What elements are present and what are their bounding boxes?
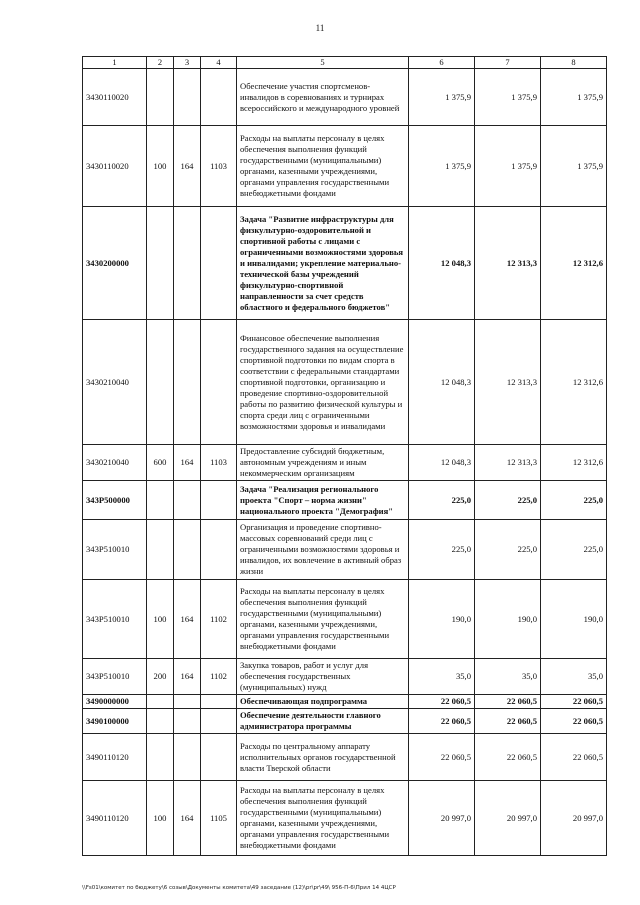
subsection-cell [201, 481, 237, 520]
section-cell [147, 695, 174, 709]
subsection-cell [201, 709, 237, 734]
code-cell: 3430200000 [83, 207, 147, 320]
description-cell: Расходы на выплаты персоналу в целях обеспечения выполнения функций государственными (муниципальными) органами, казенными учреждениями, органами управления государственными внебюджетными фондами [237, 580, 409, 659]
amount-col7-cell: 22 060,5 [475, 695, 541, 709]
amount-col8-cell: 190,0 [541, 580, 607, 659]
amount-col6-cell: 225,0 [409, 520, 475, 580]
code-cell: 343P510010 [83, 659, 147, 695]
code-cell: 343P510010 [83, 580, 147, 659]
subsection-cell [201, 695, 237, 709]
amount-col6-cell: 190,0 [409, 580, 475, 659]
table-row [83, 695, 607, 709]
amount-col7-cell: 22 060,5 [475, 709, 541, 734]
code-cell: 3490100000 [83, 709, 147, 734]
ministry-cell [174, 734, 201, 781]
description-cell: Задача "Развитие инфраструктуры для физкультурно-оздоровительной и спортивной работы с лицами с ограниченными возможностями здоровья и инвалидами; укрепление материально-технической базы учреждений физкультурно-спортивной направленности за счет средств областного и федерального бюджетов" [237, 207, 409, 320]
amount-col8-cell: 1 375,9 [541, 126, 607, 207]
page-number: 11 [315, 23, 325, 33]
table-row [83, 126, 607, 207]
ministry-cell [174, 320, 201, 445]
ministry-cell: 164 [174, 580, 201, 659]
subsection-cell: 1102 [201, 659, 237, 695]
code-cell: 3490110120 [83, 734, 147, 781]
file-path-footer: \\Fs01\комитет по бюджету\6 созыв\Документы комитета\49 заседание (12)\pr\pr\49\ 956-П-6\Прил 14 4ЦСР [82, 885, 396, 891]
table-row [83, 659, 607, 695]
amount-col7-cell: 225,0 [475, 481, 541, 520]
subsection-cell: 1103 [201, 126, 237, 207]
section-cell [147, 207, 174, 320]
amount-col8-cell: 35,0 [541, 659, 607, 695]
amount-col7-cell: 1 375,9 [475, 126, 541, 207]
amount-col8-cell: 1 375,9 [541, 69, 607, 126]
amount-col8-cell: 22 060,5 [541, 695, 607, 709]
amount-col8-cell: 22 060,5 [541, 709, 607, 734]
code-cell: 3430210040 [83, 320, 147, 445]
description-cell: Финансовое обеспечение выполнения государственного задания на осуществление спортивной подготовки по видам спорта в соответствии с федеральными стандартами спортивной подготовки, организацию и проведение спортивно-оздоровительной работы по развитию физической культуры и спорта среди лиц с ограниченными возможностями здоровья и инвалидами [237, 320, 409, 445]
amount-col7-cell: 12 313,3 [475, 320, 541, 445]
description-cell: Расходы на выплаты персоналу в целях обеспечения выполнения функций государственными (муниципальными) органами, казенными учреждениями, органами управления государственными внебюджетными фондами [237, 781, 409, 856]
table-body [83, 69, 607, 856]
code-cell: 3430110020 [83, 69, 147, 126]
section-cell: 100 [147, 580, 174, 659]
amount-col6-cell: 225,0 [409, 481, 475, 520]
section-cell [147, 320, 174, 445]
code-cell: 3430110020 [83, 126, 147, 207]
code-cell: 3490000000 [83, 695, 147, 709]
ministry-cell [174, 695, 201, 709]
amount-col7-cell: 190,0 [475, 580, 541, 659]
header-cell: 1 [83, 57, 147, 69]
header-cell: 8 [541, 57, 607, 69]
description-cell: Закупка товаров, работ и услуг для обеспечения государственных (муниципальных) нужд [237, 659, 409, 695]
description-cell: Расходы на выплаты персоналу в целях обеспечения выполнения функций государственными (муниципальными) органами, казенными учреждениями, органами управления государственными внебюджетными фондами [237, 126, 409, 207]
amount-col6-cell: 22 060,5 [409, 734, 475, 781]
table-row [83, 445, 607, 481]
subsection-cell: 1103 [201, 445, 237, 481]
amount-col8-cell: 12 312,6 [541, 207, 607, 320]
description-cell: Обеспечение участия спортсменов-инвалидов в соревнованиях и турнирах всероссийского и международного уровней [237, 69, 409, 126]
amount-col6-cell: 20 997,0 [409, 781, 475, 856]
header-cell: 7 [475, 57, 541, 69]
header-cell: 5 [237, 57, 409, 69]
subsection-cell [201, 69, 237, 126]
section-cell [147, 481, 174, 520]
ministry-cell [174, 709, 201, 734]
amount-col7-cell: 20 997,0 [475, 781, 541, 856]
amount-col8-cell: 12 312,6 [541, 445, 607, 481]
budget-table [82, 56, 607, 856]
subsection-cell [201, 520, 237, 580]
code-cell: 3430210040 [83, 445, 147, 481]
description-cell: Обеспечение деятельности главного администратора программы [237, 709, 409, 734]
subsection-cell [201, 320, 237, 445]
table-row [83, 481, 607, 520]
subsection-cell [201, 207, 237, 320]
header-cell: 6 [409, 57, 475, 69]
section-cell [147, 734, 174, 781]
header-row [83, 57, 607, 69]
amount-col8-cell: 12 312,6 [541, 320, 607, 445]
subsection-cell: 1105 [201, 781, 237, 856]
section-cell: 600 [147, 445, 174, 481]
table-row [83, 207, 607, 320]
ministry-cell: 164 [174, 659, 201, 695]
amount-col7-cell: 225,0 [475, 520, 541, 580]
amount-col7-cell: 1 375,9 [475, 69, 541, 126]
amount-col8-cell: 225,0 [541, 481, 607, 520]
amount-col6-cell: 35,0 [409, 659, 475, 695]
description-cell: Предоставление субсидий бюджетным, автономным учреждениям и иным некоммерческим организациям [237, 445, 409, 481]
section-cell [147, 709, 174, 734]
table-row [83, 320, 607, 445]
amount-col6-cell: 12 048,3 [409, 207, 475, 320]
section-cell [147, 520, 174, 580]
description-cell: Обеспечивающая подпрограмма [237, 695, 409, 709]
header-cell: 3 [174, 57, 201, 69]
section-cell [147, 69, 174, 126]
table-row [83, 781, 607, 856]
ministry-cell [174, 481, 201, 520]
description-cell: Задача "Реализация регионального проекта "Спорт – норма жизни" национального проекта "Демография" [237, 481, 409, 520]
section-cell: 100 [147, 126, 174, 207]
ministry-cell [174, 69, 201, 126]
amount-col7-cell: 35,0 [475, 659, 541, 695]
subsection-cell [201, 734, 237, 781]
subsection-cell: 1102 [201, 580, 237, 659]
description-cell: Организация и проведение спортивно-массовых соревнований среди лиц с ограниченными возможностями здоровья и инвалидов, их вовлечение в активный образ жизни [237, 520, 409, 580]
table-row [83, 734, 607, 781]
section-cell: 200 [147, 659, 174, 695]
ministry-cell: 164 [174, 126, 201, 207]
table-row [83, 520, 607, 580]
code-cell: 343P500000 [83, 481, 147, 520]
ministry-cell: 164 [174, 781, 201, 856]
table-row [83, 69, 607, 126]
amount-col7-cell: 22 060,5 [475, 734, 541, 781]
amount-col6-cell: 1 375,9 [409, 69, 475, 126]
table-row [83, 709, 607, 734]
amount-col6-cell: 22 060,5 [409, 709, 475, 734]
amount-col6-cell: 12 048,3 [409, 445, 475, 481]
amount-col7-cell: 12 313,3 [475, 207, 541, 320]
amount-col8-cell: 22 060,5 [541, 734, 607, 781]
amount-col7-cell: 12 313,3 [475, 445, 541, 481]
amount-col8-cell: 20 997,0 [541, 781, 607, 856]
table-row [83, 580, 607, 659]
ministry-cell: 164 [174, 445, 201, 481]
description-cell: Расходы по центральному аппарату исполнительных органов государственной власти Тверской области [237, 734, 409, 781]
code-cell: 343P510010 [83, 520, 147, 580]
amount-col6-cell: 1 375,9 [409, 126, 475, 207]
amount-col6-cell: 12 048,3 [409, 320, 475, 445]
code-cell: 3490110120 [83, 781, 147, 856]
header-cell: 4 [201, 57, 237, 69]
ministry-cell [174, 207, 201, 320]
amount-col8-cell: 225,0 [541, 520, 607, 580]
header-cell: 2 [147, 57, 174, 69]
amount-col6-cell: 22 060,5 [409, 695, 475, 709]
section-cell: 100 [147, 781, 174, 856]
ministry-cell [174, 520, 201, 580]
